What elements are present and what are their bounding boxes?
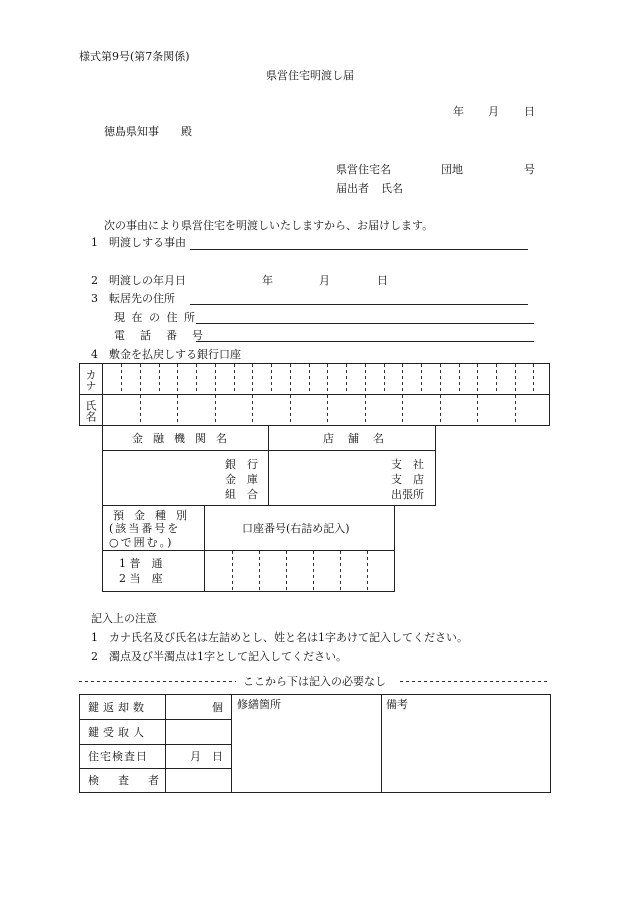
branch-header: 店舗名 (323, 432, 398, 445)
intro-text: 次の事由により県営住宅を明渡しいたしますから、お届けします。 (104, 219, 434, 232)
note-1-text: カナ氏名及び氏名は左詰めとし、姓と名は1字あけて記入してください。 (109, 631, 468, 644)
key-return-count-unit: 個 (212, 701, 223, 714)
applicant-label: 届出者 (336, 182, 369, 195)
moveout-month[interactable]: 月 (319, 274, 330, 287)
institution-header: 金融機関名 (132, 432, 237, 445)
item-2-label: 明渡しの年月日 (109, 274, 186, 287)
current-address-text: 現在の住所 (114, 311, 202, 324)
office-use-divider-text: ここから下は記入の必要なし (243, 675, 386, 688)
bank-type-label: 銀行 (225, 458, 269, 471)
deposit-option-ordinary[interactable]: 1 普 通 (119, 557, 163, 570)
key-recipient-label: 鍵受取人 (88, 726, 148, 739)
housing-complex-label[interactable]: 団地 (441, 163, 463, 176)
item-1-number: 1 (91, 236, 98, 249)
moveout-year[interactable]: 年 (262, 274, 273, 287)
branch-type-shutchojo: 出張所 (391, 488, 424, 501)
date-day[interactable]: 日 (524, 105, 535, 118)
note-1-number: 1 (91, 631, 98, 644)
housing-number-label[interactable]: 号 (524, 163, 535, 176)
branch-type-shisha: 支社 (391, 458, 435, 471)
form-title: 県営住宅明渡し届 (266, 69, 354, 82)
date-month[interactable]: 月 (488, 105, 499, 118)
applicant-name-label[interactable]: 氏名 (381, 182, 403, 195)
account-number-label: 口座番号(右詰め記入) (242, 522, 350, 535)
key-return-count-label: 鍵返却数 (88, 701, 148, 714)
item-3-number: 3 (91, 292, 98, 305)
deposit-option-checking[interactable]: 2 当 座 (119, 572, 163, 585)
item-4-number: 4 (91, 348, 98, 361)
deposit-type-label: 預金種別 (113, 509, 197, 522)
inspector-label: 検査者 (88, 774, 178, 787)
institution-type-bank (225, 458, 269, 471)
item-4-label: 敷金を払戻しする銀行口座 (109, 348, 241, 361)
institution-type-kumiai: 組合 (225, 488, 269, 501)
branch-type-shiten: 支店 (391, 473, 435, 486)
item-1-label: 明渡しする事由 (109, 236, 186, 249)
notes-heading: 記入上の注意 (91, 612, 157, 625)
moveout-day[interactable]: 日 (377, 274, 388, 287)
housing-name-label: 県営住宅名 (336, 163, 391, 176)
name-label: 氏名 (84, 400, 97, 422)
form-number: 様式第9号(第7条関係) (79, 50, 190, 63)
item-3-label: 転居先の住所 (109, 292, 175, 305)
phone-label: 電話番号 (114, 329, 218, 342)
item-2-number: 2 (91, 274, 98, 287)
date-year[interactable]: 年 (453, 105, 464, 118)
remarks-label: 備考 (386, 698, 408, 711)
institution-type-shinkin: 金庫 (225, 473, 269, 486)
addressee: 徳島県知事 殿 (104, 125, 192, 138)
deposit-type-instruction-1: (該当番号を (109, 522, 181, 535)
repair-locations-label: 修繕箇所 (237, 698, 281, 711)
note-2-number: 2 (91, 650, 98, 663)
inspection-date-value: 月 日 (190, 750, 223, 763)
deposit-type-instruction-2: ○で囲む。) (109, 536, 174, 549)
kana-label: カナ (84, 369, 97, 391)
note-2-text: 濁点及び半濁点は1字として記入してください。 (109, 650, 347, 663)
inspection-date-label: 住宅検査日 (88, 750, 148, 763)
